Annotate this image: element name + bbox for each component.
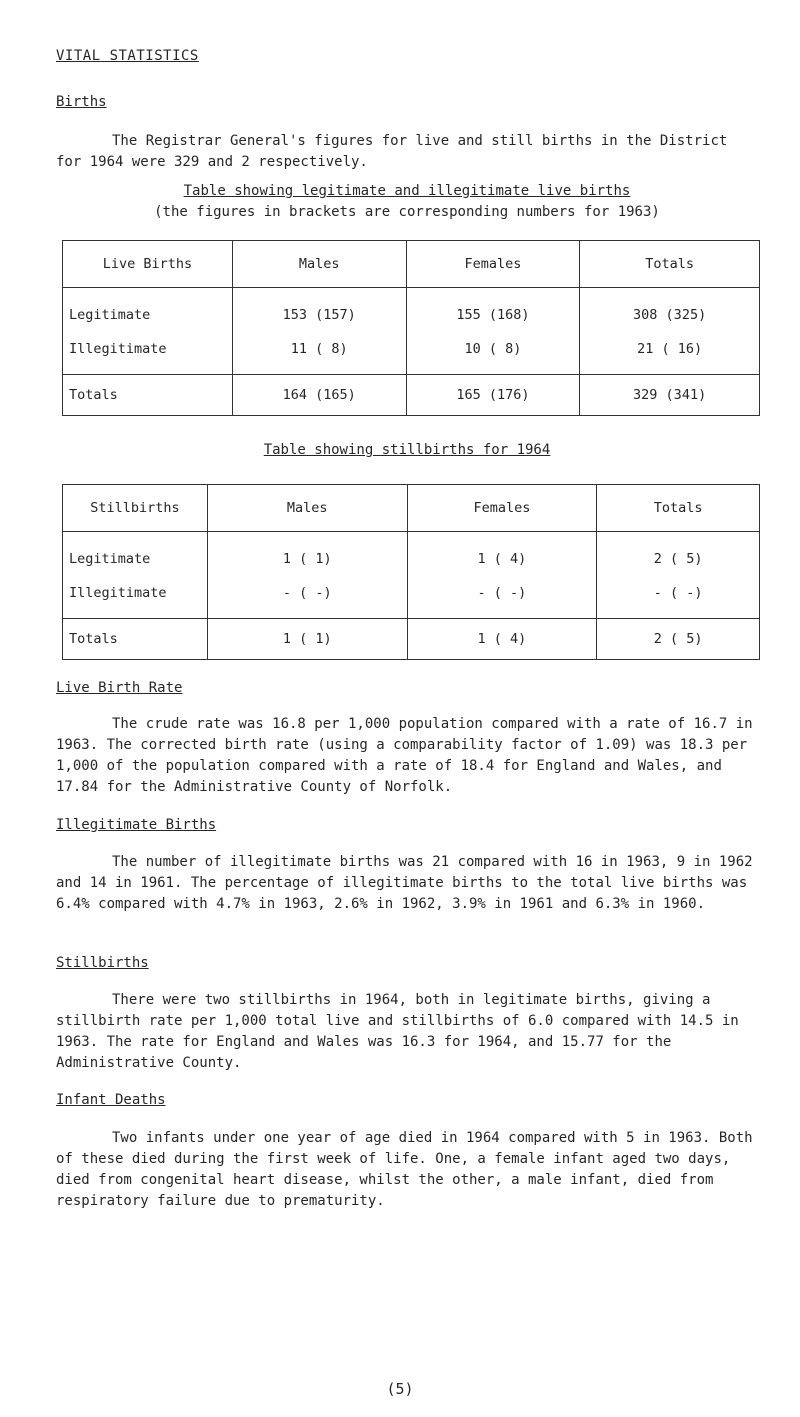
live-birth-rate-heading: Live Birth Rate	[56, 680, 183, 696]
live-births-table	[62, 240, 760, 416]
males-cell: 11 ( 8)	[232, 332, 406, 375]
stillbirths-text: There were two stillbirths in 1964, both in legitimate births, giving a stillbirth rate per 1,000 total live and stillbirths of 6.0 compared with 14.5 in 1963. The rate for England and Wales was 16.3 for 1964, and 15.77 for the Administrative County.	[56, 992, 739, 1071]
births-heading: Births	[56, 94, 107, 110]
table-header-row	[63, 241, 760, 288]
row-label: Totals	[63, 375, 233, 416]
column-header: Males	[232, 241, 406, 288]
column-header: Live Births	[63, 241, 233, 288]
stillbirths-caption-title: Table showing stillbirths for 1964	[263, 442, 551, 458]
column-header: Stillbirths	[63, 485, 208, 532]
totals-cell: 329 (341)	[580, 375, 760, 416]
stillbirths-heading: Stillbirths	[56, 955, 149, 971]
infant-deaths-heading: Infant Deaths	[56, 1092, 166, 1108]
males-cell: 1 ( 1)	[207, 619, 407, 660]
illegitimate-births-heading: Illegitimate Births	[56, 817, 217, 833]
document-title: VITAL STATISTICS	[56, 48, 199, 64]
males-cell: - ( -)	[207, 576, 407, 619]
totals-row	[63, 619, 760, 660]
totals-cell: - ( -)	[597, 576, 760, 619]
column-header: Totals	[597, 485, 760, 532]
live-births-caption-note: (the figures in brackets are corresponding numbers for 1963)	[154, 204, 660, 220]
row-label: Legitimate	[63, 532, 208, 577]
table-header-row	[63, 485, 760, 532]
females-cell: 10 ( 8)	[406, 332, 580, 375]
row-label: Totals	[63, 619, 208, 660]
totals-row	[63, 375, 760, 416]
table-row	[63, 576, 760, 619]
row-label: Illegitimate	[63, 332, 233, 375]
males-cell: 1 ( 1)	[207, 532, 407, 577]
row-label: Legitimate	[63, 288, 233, 333]
totals-cell: 308 (325)	[580, 288, 760, 333]
table-row	[63, 532, 760, 577]
females-cell: 165 (176)	[406, 375, 580, 416]
column-header: Females	[407, 485, 597, 532]
infant-deaths-text: Two infants under one year of age died in 1964 compared with 5 in 1963. Both of these died during the first week of life. One, a female infant aged two days, died from congenital heart disease, whilst the other, a male infant, died from respiratory failure due to prematurity.	[56, 1130, 753, 1209]
births-intro: The Registrar General's figures for live and still births in the District for 1964 were 329 and 2 respectively.	[56, 133, 728, 170]
column-header: Totals	[580, 241, 760, 288]
illegitimate-births-text: The number of illegitimate births was 21 compared with 16 in 1963, 9 in 1962 and 14 in 1961. The percentage of illegitimate births to the total live births was 6.4% compared with 4.7% in 1963, 2.6% in 1962, 3.9% in 1961 and 6.3% in 1960.	[56, 854, 753, 912]
males-cell: 153 (157)	[232, 288, 406, 333]
females-cell: 1 ( 4)	[407, 532, 597, 577]
live-births-caption-title: Table showing legitimate and illegitimate live births	[183, 183, 631, 199]
females-cell: 155 (168)	[406, 288, 580, 333]
totals-cell: 2 ( 5)	[597, 532, 760, 577]
column-header: Females	[406, 241, 580, 288]
males-cell: 164 (165)	[232, 375, 406, 416]
column-header: Males	[207, 485, 407, 532]
table-row	[63, 288, 760, 333]
stillbirths-table	[62, 484, 760, 660]
totals-cell: 21 ( 16)	[580, 332, 760, 375]
live-births-caption	[56, 181, 758, 223]
females-cell: 1 ( 4)	[407, 619, 597, 660]
females-cell: - ( -)	[407, 576, 597, 619]
row-label: Illegitimate	[63, 576, 208, 619]
stillbirths-caption	[56, 440, 758, 461]
live-birth-rate-text: The crude rate was 16.8 per 1,000 population compared with a rate of 16.7 in 1963. The corrected birth rate (using a comparability factor of 1.09) was 18.3 per 1,000 of the population compared with a rate of 18.4 for England and Wales, and 17.84 for the Administrative County of Norfolk.	[56, 716, 753, 795]
page-number: (5)	[386, 1380, 414, 1398]
table-row	[63, 332, 760, 375]
totals-cell: 2 ( 5)	[597, 619, 760, 660]
